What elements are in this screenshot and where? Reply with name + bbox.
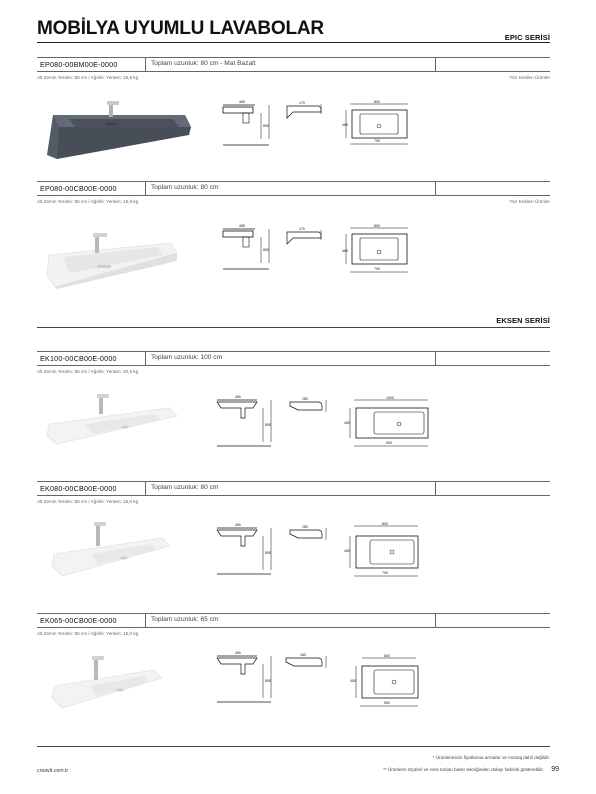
footer-note-1: * Ürünlerimizin fiyatlarına armatür ve montaj dahil değildir. bbox=[432, 755, 550, 760]
front-elevation-drawing bbox=[215, 392, 277, 452]
product-spec: Alt Zemin Yerden: 85 cm / Ağırlık: Yerden: 20,5 kg bbox=[37, 369, 139, 374]
dim-depth: 180 bbox=[300, 653, 306, 657]
basin-photo-eksen-80 bbox=[50, 518, 175, 582]
basin-photo-eksen-65 bbox=[50, 652, 170, 714]
basin-photo-epic-dark bbox=[45, 97, 195, 162]
dim-top: 465 bbox=[239, 100, 245, 104]
product-spec: Alt Zemin Yerden: 85 cm / Ağırlık: Yerden: 15,0 kg bbox=[37, 631, 139, 636]
product-code-row bbox=[37, 613, 550, 627]
page-title: MOBİLYA UYUMLU LAVABOLAR bbox=[37, 18, 324, 39]
product-spec: Alt Zemin Yerden: 85 cm / Ağırlık: Yerden: 19,8 kg bbox=[37, 199, 139, 204]
website-link[interactable]: creavit.com.tr bbox=[37, 768, 69, 774]
plan-view-drawing bbox=[350, 654, 430, 712]
product-size: Toplam uzunluk: 100 cm bbox=[151, 354, 223, 361]
product-note: *Siz Kesilen Ürünler bbox=[509, 75, 550, 80]
front-elevation-drawing bbox=[215, 223, 275, 277]
epic-series-label: EPIC SERİSİ bbox=[504, 33, 550, 42]
dim-plan-inner: 900 bbox=[386, 441, 392, 445]
dim-depth: 180 bbox=[302, 397, 308, 401]
product-size: Toplam uzunluk: 65 cm bbox=[151, 616, 219, 623]
dim-top: 465 bbox=[239, 224, 245, 228]
product-code: EP080-00BM00E-0000 bbox=[40, 60, 118, 69]
dim-plan-width: 650 bbox=[384, 654, 390, 658]
product-code-row bbox=[37, 481, 550, 495]
product-code: EP080-00CB00E-0000 bbox=[40, 184, 117, 193]
product-code-row bbox=[37, 181, 550, 195]
product-code: EK100-00CB00E-0000 bbox=[40, 354, 117, 363]
product-code-row bbox=[37, 351, 550, 365]
dim-depth: 170 bbox=[299, 101, 305, 105]
dim-plan-inner: 700 bbox=[374, 267, 380, 271]
title-divider bbox=[37, 42, 550, 43]
dim-depth: 180 bbox=[302, 525, 308, 529]
dim-height: 850 bbox=[265, 679, 271, 683]
plan-view-drawing bbox=[342, 224, 417, 280]
product-code: EK065-00CB00E-0000 bbox=[40, 616, 117, 625]
dim-top: 450 bbox=[235, 651, 241, 655]
side-profile-drawing bbox=[288, 396, 330, 418]
eksen-series-label: EKSEN SERİSİ bbox=[496, 316, 550, 325]
product-note: *Siz Kesilen Ürünler bbox=[509, 199, 550, 204]
dim-height: 850 bbox=[265, 423, 271, 427]
front-elevation-drawing bbox=[215, 99, 275, 153]
basin-photo-epic-white bbox=[45, 225, 180, 290]
dim-plan-depth: 450 bbox=[344, 549, 350, 553]
dim-top: 450 bbox=[235, 523, 241, 527]
product-size: Toplam uzunluk: 80 cm bbox=[151, 184, 219, 191]
dim-plan-depth: 450 bbox=[344, 421, 350, 425]
side-profile-drawing bbox=[288, 524, 330, 546]
dim-top: 450 bbox=[235, 395, 241, 399]
dim-plan-depth: 450 bbox=[350, 679, 356, 683]
product-code: EK080-00CB00E-0000 bbox=[40, 484, 117, 493]
dim-plan-inner: 700 bbox=[382, 571, 388, 575]
dim-plan-width: 800 bbox=[374, 100, 380, 104]
front-elevation-drawing bbox=[215, 648, 277, 708]
product-spec: Alt Zemin Yerden: 85 cm / Ağırlık: Yerden: 18,0 kg bbox=[37, 499, 139, 504]
plan-view-drawing bbox=[344, 522, 428, 582]
product-size: Toplam uzunluk: 80 cm - Mat Bazalt bbox=[151, 60, 256, 67]
dim-plan-width: 1000 bbox=[386, 396, 394, 400]
product-size: Toplam uzunluk: 80 cm bbox=[151, 484, 219, 491]
side-profile-drawing bbox=[284, 652, 332, 674]
dim-height: 850 bbox=[263, 248, 269, 252]
product-code-row bbox=[37, 57, 550, 71]
series-divider bbox=[37, 327, 550, 328]
page-number: 99 bbox=[551, 766, 559, 773]
side-profile-drawing bbox=[285, 100, 325, 122]
plan-view-drawing bbox=[344, 396, 434, 454]
dim-plan-width: 800 bbox=[382, 522, 388, 526]
dim-height: 850 bbox=[263, 124, 269, 128]
plan-view-drawing bbox=[342, 100, 417, 152]
side-profile-drawing bbox=[285, 226, 325, 248]
footer-divider bbox=[37, 746, 550, 747]
dim-plan-inner: 550 bbox=[384, 701, 390, 705]
footer-note-2: ** Ürünlerin ölçüleri ve renk tonları baskı tekniğinden dolayı farklılık gösterebilir. bbox=[383, 767, 544, 772]
dim-height: 850 bbox=[265, 551, 271, 555]
dim-plan-depth: 465 bbox=[342, 249, 348, 253]
basin-photo-eksen-100 bbox=[45, 390, 180, 450]
dim-plan-inner: 700 bbox=[374, 139, 380, 143]
dim-depth: 170 bbox=[299, 227, 305, 231]
dim-plan-width: 800 bbox=[374, 224, 380, 228]
dim-plan-depth: 465 bbox=[342, 123, 348, 127]
front-elevation-drawing bbox=[215, 520, 277, 580]
product-spec: Alt Zemin Yerden: 85 cm / Ağırlık: Yerden: 19,8 kg bbox=[37, 75, 139, 80]
